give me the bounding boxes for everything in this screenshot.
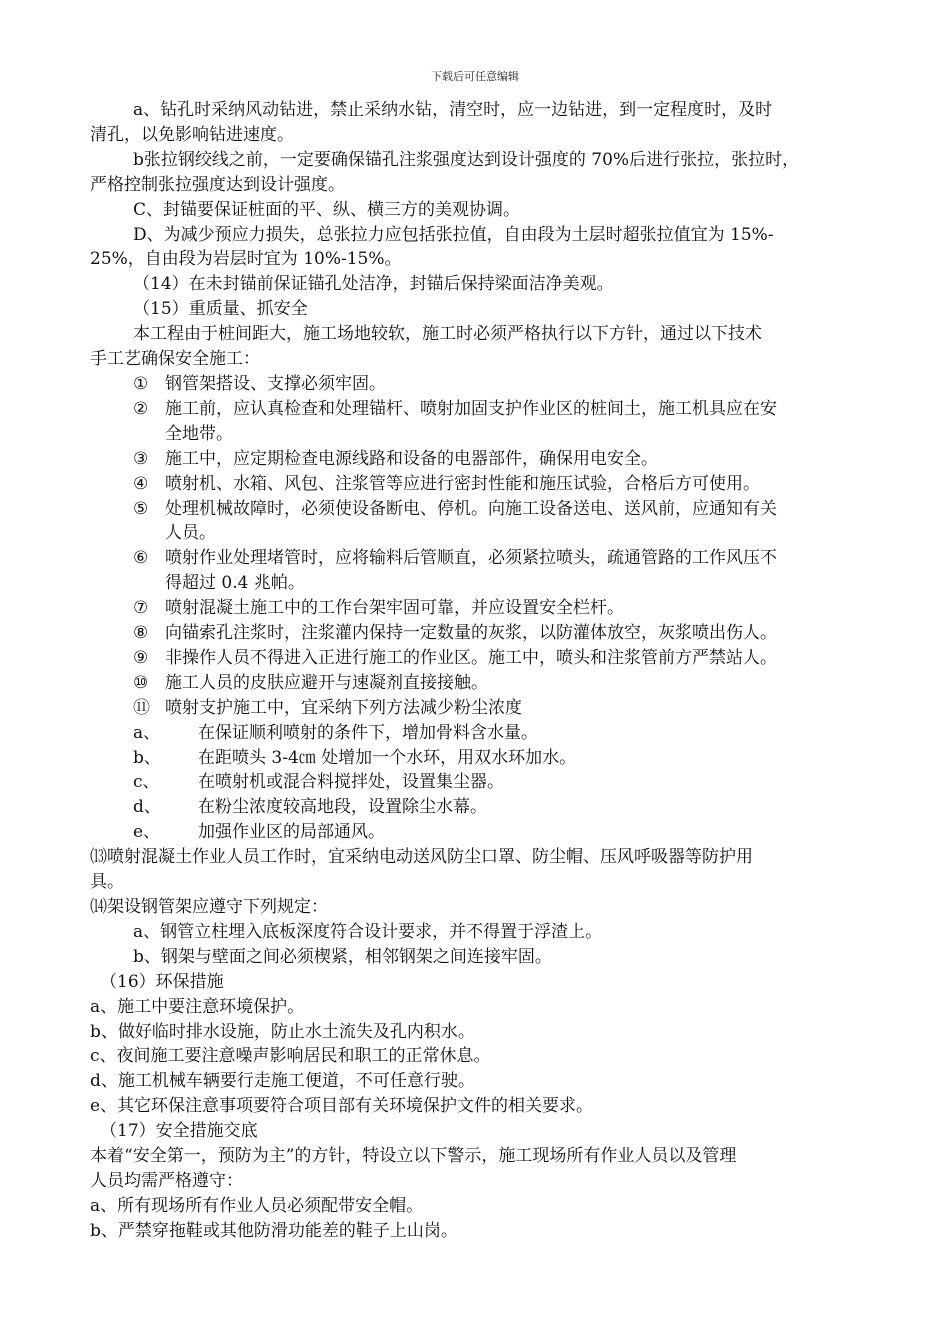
item-text: 喷射支护施工中，宜采纳下列方法减少粉尘浓度 [165,697,522,718]
text-line: （15）重质量、抓安全 [133,299,308,320]
list-item [90,696,870,721]
item-number: ③ [133,448,149,469]
item-text: 加强作业区的局部通风。 [198,822,385,843]
item-text: 向锚索孔注浆时，注浆灌内保持一定数量的灰浆，以防灌体放空，灰浆喷出伤人。 [165,623,777,644]
item-letter: c、 [133,772,160,793]
item-text: 喷射机、水箱、风包、注浆管等应进行密封性能和施压试验，合格后方可使用。 [165,473,760,494]
text-line: 本着“安全第一，预防为主”的方针，特设立以下警示，施工现场所有作业人员以及管理 [90,1146,737,1167]
item-text: 处理机械故障时，必须使设备断电、停机。向施工设备送电、送风前，应通知有关 [165,498,777,519]
item-number: ④ [133,473,149,494]
text-line: e、其它环保注意事项要符合项目部有关环境保护文件的相关要求。 [90,1096,594,1117]
item-text: 喷射混凝土施工中的工作台架牢固可靠，并应设置安全栏杆。 [165,598,624,619]
list-item [90,372,870,397]
text-line: 清孔，以免影响钻进速度。 [90,124,294,145]
list-item [90,546,870,571]
text-line: 25%，自由段为岩层时宜为 10%-15%。 [90,249,402,270]
item-text: 人员。 [165,523,216,544]
sub-item [90,746,870,771]
item-text: 施工人员的皮肤应避开与速凝剂直接接触。 [165,672,488,693]
list-item [90,497,870,522]
text-line: 人员均需严格遵守： [90,1170,243,1191]
page-header: 下载后可任意编辑 [431,70,519,83]
text-line: ⒁架设钢管架应遵守下列规定： [90,897,328,917]
text-line: a、钢管立柱埋入底板深度符合设计要求，并不得置于浮渣上。 [133,921,603,942]
list-item [90,671,870,696]
item-text: 施工中，应定期检查电源线路和设备的电器部件，确保用电安全。 [165,448,658,469]
text-line: 具。 [90,872,124,893]
list-item [90,596,870,621]
sub-item [90,721,870,746]
list-item-continued [90,521,870,546]
item-number: ① [133,373,149,394]
item-number: ⑦ [133,598,149,619]
item-number: ⑨ [133,647,149,668]
item-text: 施工前，应认真检查和处理锚杆、喷射加固支护作业区的桩间土，施工机具应在安 [165,398,777,419]
item-letter: b、 [133,747,161,768]
item-text: 得超过 0.4 兆帕。 [165,573,305,594]
text-line: b、钢架与壁面之间必须楔紧，相邻钢架之间连接牢固。 [133,946,552,967]
list-item-continued [90,571,870,596]
item-text: 在保证顺利喷射的条件下，增加骨料含水量。 [198,722,538,743]
item-letter: d、 [133,797,161,818]
list-item [90,397,870,422]
text-line: d、施工机械车辆要行走施工便道，不可任意行驶。 [90,1071,475,1092]
text-line: D、为减少预应力损失，总张拉力应包括张拉值，自由段为土层时超张拉值宜为 15%- [133,224,774,245]
list-item [90,621,870,646]
section-heading: （16）环保措施 [100,971,224,992]
sub-item [90,820,870,845]
item-text: 全地带。 [165,423,233,444]
text-line: 严格控制张拉强度达到设计强度。 [90,174,345,195]
text-line: b张拉钢绞线之前，一定要确保锚孔注浆强度达到设计强度的 70%后进行张拉，张拉时， [133,149,800,170]
text-line: 本工程由于桩间距大，施工场地较软，施工时必须严格执行以下方针，通过以下技术 [133,324,762,345]
list-item [90,472,870,497]
sub-item [90,795,870,820]
item-number: ② [133,398,149,419]
text-line: ⒀喷射混凝土作业人员工作时，宜采纳电动送风防尘口罩、防尘帽、压风呼吸器等防护用 [90,847,753,868]
item-number: ⑩ [133,672,149,693]
text-line: a、施工中要注意环境保护。 [90,996,305,1017]
item-letter: e、 [133,822,161,843]
sub-item [90,770,870,795]
item-number: ⑥ [133,548,149,569]
document-body [90,98,870,1244]
item-text: 钢管架搭设、支撑必须牢固。 [165,373,386,394]
list-item [90,646,870,671]
text-line: C、封锚要保证桩面的平、纵、横三方的美观协调。 [133,199,521,220]
item-number: ⑪ [133,697,150,718]
text-line: a、所有现场所有作业人员必须配带安全帽。 [90,1195,424,1216]
item-text: 在喷射机或混合料搅拌处，设置集尘器。 [198,772,504,793]
item-number: ⑧ [133,623,149,644]
text-line: b、严禁穿拖鞋或其他防滑功能差的鞋子上山岗。 [90,1220,458,1241]
text-line: b、做好临时排水设施，防止水土流失及孔内积水。 [90,1021,475,1042]
text-line: 手工艺确保安全施工： [90,349,260,370]
section-heading: （17）安全措施交底 [100,1121,258,1142]
text-line: a、钻孔时采纳风动钻进，禁止采纳水钻，清空时，应一边钻进，到一定程度时，及时 [133,100,773,120]
item-text: 非操作人员不得进入正进行施工的作业区。施工中，喷头和注浆管前方严禁站人。 [165,647,777,668]
item-letter: a、 [133,722,161,743]
item-text: 在距喷头 3-4㎝ 处增加一个水环，用双水环加水。 [198,747,577,768]
list-item-continued [90,422,870,447]
item-number: ⑤ [133,498,149,519]
text-line: c、夜间施工要注意噪声影响居民和职工的正常休息。 [90,1046,491,1067]
list-item [90,447,870,472]
text-line: （14）在未封锚前保证锚孔处洁净，封锚后保持梁面洁净美观。 [133,274,614,295]
item-text: 在粉尘浓度较高地段，设置除尘水幕。 [198,797,487,818]
item-text: 喷射作业处理堵管时，应将输料后管顺直，必须紧拉喷头，疏通管路的工作风压不 [165,548,777,569]
